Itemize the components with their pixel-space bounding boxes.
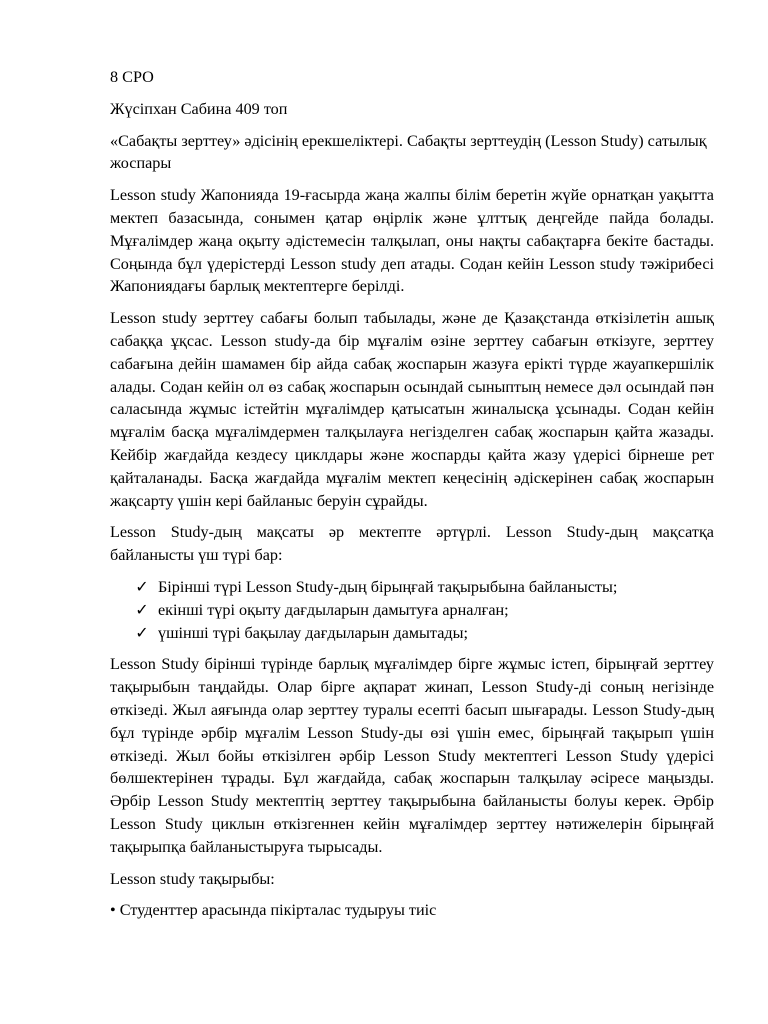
document-title: «Сабақты зерттеу» әдісінің ерекшеліктері. Сабақты зерттеудің (Lesson Study) сатылық жоспары xyxy=(110,131,707,173)
checklist-item-text: үшінші түрі бақылау дағдыларын дамытады; xyxy=(158,623,468,642)
document-header: 8 СРО xyxy=(110,68,154,86)
paragraph-2: Lesson study зерттеу сабағы болып табылады, және де Қазақстанда өткізілетін ашық сабаққа ұқсас. Lesson study-да бір мұғалім өзіне зерттеу сабағын өткізуге, зерттеу сабағына дейін шамамен бір айда сабақ жоспарын жазуға ерікті түрде жауапкершілік алады. Содан кейін ол өз сабақ жоспарын осындай сыныптың немесе дәл осындай пән саласында жұмыс істейтін мұғалімдер қатысатын жиналысқа ұсынады. Содан кейін мұғалім басқа мұғалімдермен талқылауға негізделген сабақ жоспарын қайта жазады. Кейбір жағдайда кездесу циклдары және жоспарды қайта жазу үдерісі бірнеше рет қайталанады. Басқа жағдайда мұғалім мектеп кеңесінің әдіскерінен сабақ жоспарын жақсарту үшін кері байланыс беруін сұрайды. xyxy=(110,309,714,510)
checklist-item-text: Бірінші түрі Lesson Study-дың бірыңғай тақырыбына байланысты; xyxy=(158,577,618,596)
paragraph-3: Lesson Study-дың мақсаты әр мектепте әртүрлі. Lesson Study-дың мақсатқа байланысты үш түрі бар: xyxy=(110,523,714,565)
paragraph-1: Lesson study Жапонияда 19-ғасырда жаңа жалпы білім беретін жүйе орнатқан уақытта мектеп базасында, сонымен қатар өңірлік және ұлттық деңгейде пайда болады. Мұғалімдер жаңа оқыту әдістемесін талқылап, оны нақты сабақтарға бекіте бастады. Соңында бұл үдерістерді Lesson study деп атады. Содан кейін Lesson study тәжірибесі Жапониядағы барлық мектептерге берілді. xyxy=(110,186,714,296)
checklist-item xyxy=(133,622,714,645)
checkmark-icon: ✓ xyxy=(135,623,149,642)
checklist-item-text: екінші түрі оқыту дағдыларын дамытуға арналған; xyxy=(158,600,509,619)
topic-heading: Lesson study тақырыбы: xyxy=(110,869,275,888)
checklist-item xyxy=(133,599,714,622)
checkmark-icon: ✓ xyxy=(135,577,149,596)
author-line: Жүсіпхан Сабина 409 топ xyxy=(110,99,288,118)
document-page xyxy=(110,66,714,922)
checklist xyxy=(110,576,714,644)
paragraph-4: Lesson Study бірінші түрінде барлық мұғалімдер бірге жұмыс істеп, бірыңғай зерттеу тақырыбын таңдайды. Олар бірге ақпарат жинап, Lesson Study-ді соның негізінде өткізеді. Жыл аяғында олар зерттеу туралы есепті басып шығарады. Lesson Study-дың бұл түрінде әрбір мұғалім Lesson Study-ды өзі үшін емес, бірыңғай тақырып үшін өткізеді. Жыл бойы өткізілген әрбір Lesson Study мектептегі Lesson Study үдерісі бөлшектерінен тұрады. Бұл жағдайда, сабақ жоспарын талқылау әсіресе маңызды. Әрбір Lesson Study мектептің зерттеу тақырыбына байланысты болуы керек. Әрбір Lesson Study циклын өткізгеннен кейін мұғалімдер зерттеу нәтижелерін бірыңғай тақырыпқа байланыстыруға тырысады. xyxy=(110,655,714,856)
topic-bullet: • Студенттер арасында пікірталас тудыруы тиіс xyxy=(110,901,437,920)
checkmark-icon: ✓ xyxy=(135,600,149,619)
checklist-item xyxy=(133,576,714,599)
